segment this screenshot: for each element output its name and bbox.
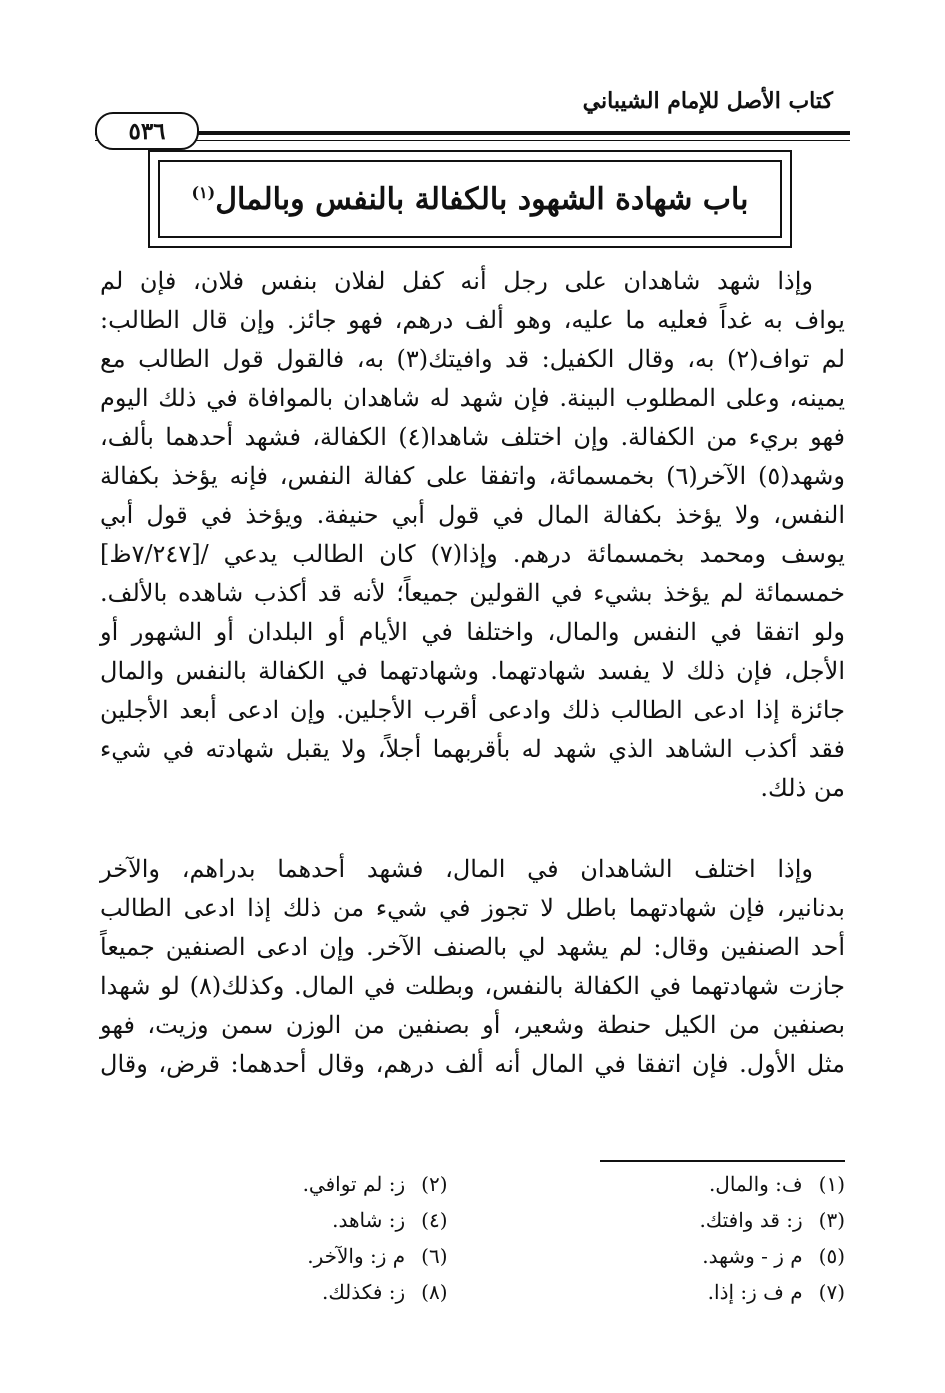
header-rule-thick xyxy=(95,131,850,135)
footnote-text: م ف ز: إذا. xyxy=(707,1280,803,1304)
footnote-number: (١) xyxy=(818,1172,845,1196)
footnote-number: (٥) xyxy=(818,1244,845,1268)
chapter-heading-inner-frame xyxy=(158,160,782,238)
text-line: يواف به غداً فعليه ما عليه، وهو ألف درهم، فهو جائز. وإن قال الطالب: xyxy=(100,306,845,334)
text-line: مثل الأول. فإن اتفقا في المال أنه ألف درهم، وقال أحدهما: قرض، وقال xyxy=(100,1050,845,1078)
text-line: بدنانير، فإن شهادتهما باطل لا تجوز في شيء من ذلك إذا ادعى الطالب xyxy=(100,894,845,922)
text-line: وشهد(٥) الآخر(٦) بخمسمائة، واتفقا على كفالة النفس، فإنه يؤخذ بكفالة xyxy=(100,462,845,490)
book-title: كتاب الأصل للإمام الشيباني xyxy=(582,88,833,114)
footnotes xyxy=(110,1172,845,1304)
page-number: ٥٣٦ xyxy=(95,112,199,150)
footnote-number: (٦) xyxy=(421,1244,448,1268)
footnote-text: ز: فكذلك. xyxy=(321,1280,406,1304)
text-line: يوسف ومحمد بخمسمائة درهم. وإذا(٧) كان الطالب يدعي /[٧/٢٤٧ظ] xyxy=(100,540,845,568)
footnote-item xyxy=(508,1280,846,1304)
footnote-item xyxy=(110,1280,448,1304)
footnote-item xyxy=(110,1244,448,1268)
footnote-separator xyxy=(600,1160,845,1162)
text-line: ولو اتفقا في النفس والمال، واختلفا في الأيام أو البلدان أو الشهور أو xyxy=(100,618,845,646)
text-line: الأجل، فإن ذلك لا يفسد شهادتهما. وشهادتهما في الكفالة بالنفس والمال xyxy=(100,657,845,685)
footnote-number: (٢) xyxy=(421,1172,448,1196)
footnote-number: (٨) xyxy=(421,1280,448,1304)
text-line: فقد أكذب الشاهد الذي شهد له بأقربهما أجلاً، ولا يقبل شهادته في شيء xyxy=(100,735,845,763)
footnote-number: (٤) xyxy=(421,1208,448,1232)
footnote-item xyxy=(110,1208,448,1232)
footnote-item xyxy=(508,1208,846,1232)
chapter-title-text: باب شهادة الشهود بالكفالة بالنفس وبالمال xyxy=(215,181,749,217)
footnote-item xyxy=(508,1244,846,1268)
footnote-text: م ز - وشهد. xyxy=(702,1244,803,1268)
header-rule-thin xyxy=(95,140,850,141)
chapter-title-footnote-ref: (١) xyxy=(191,182,216,202)
text-line: لم تواف(٢) به، وقال الكفيل: قد وافيتك(٣) به، فالقول قول الطالب مع xyxy=(100,345,846,373)
text-line: جازت شهادتهما في الكفالة بالنفس، وبطلت في المال. وكذلك(٨) لو شهدا xyxy=(100,972,845,1000)
text-line: جائزة إذا ادعى الطالب ذلك وادعى أقرب الأجلين. وإن ادعى أبعد الأجلين xyxy=(100,696,846,724)
footnote-text: ز: شاهد. xyxy=(332,1208,406,1232)
paragraph-1 xyxy=(100,262,845,808)
footnote-item xyxy=(110,1172,448,1196)
chapter-heading-frame xyxy=(148,150,792,248)
footnote-text: ف: والمال. xyxy=(708,1172,803,1196)
footnote-text: م ز: والآخر. xyxy=(307,1244,406,1268)
text-line: وإذا شهد شاهدان على رجل أنه كفل لفلان بنفس فلان، فإن لم xyxy=(100,267,813,295)
text-line: أحد الصنفين وقال: لم يشهد لي بالصنف الآخر. وإن ادعى الصنفين جميعاً xyxy=(100,933,845,961)
text-line: النفس، ولا يؤخذ بكفالة المال في قول أبي حنيفة. ويؤخذ في قول أبي xyxy=(100,501,845,529)
text-line: خمسمائة لم يؤخذ بشيء في القولين جميعاً؛ لأنه قد أكذب شاهده بالألف. xyxy=(100,579,845,607)
text-line: بصنفين من الكيل حنطة وشعير، أو بصنفين من الوزن سمن وزيت، فهو xyxy=(100,1011,845,1039)
text-line: يمينه، وعلى المطلوب البينة. فإن شهد له شاهدان بالموافاة في ذلك اليوم xyxy=(100,384,845,412)
footnote-text: ز: قد وافتك. xyxy=(699,1208,803,1232)
text-line: فهو بريء من الكفالة. وإن اختلف شاهدا(٤) الكفالة، فشهد أحدهما بألف، xyxy=(100,423,845,451)
paragraph-gap xyxy=(100,808,845,850)
body-text xyxy=(100,262,845,1084)
footnote-number: (٣) xyxy=(818,1208,845,1232)
text-line: وإذا اختلف الشاهدان في المال، فشهد أحدهما بدراهم، والآخر xyxy=(100,855,813,883)
footnote-text: ز: لم توافي. xyxy=(302,1172,406,1196)
footnote-item xyxy=(508,1172,846,1196)
paragraph-2 xyxy=(100,850,845,1084)
chapter-title xyxy=(191,182,748,217)
footnote-number: (٧) xyxy=(818,1280,845,1304)
text-line: من ذلك. xyxy=(760,774,845,802)
